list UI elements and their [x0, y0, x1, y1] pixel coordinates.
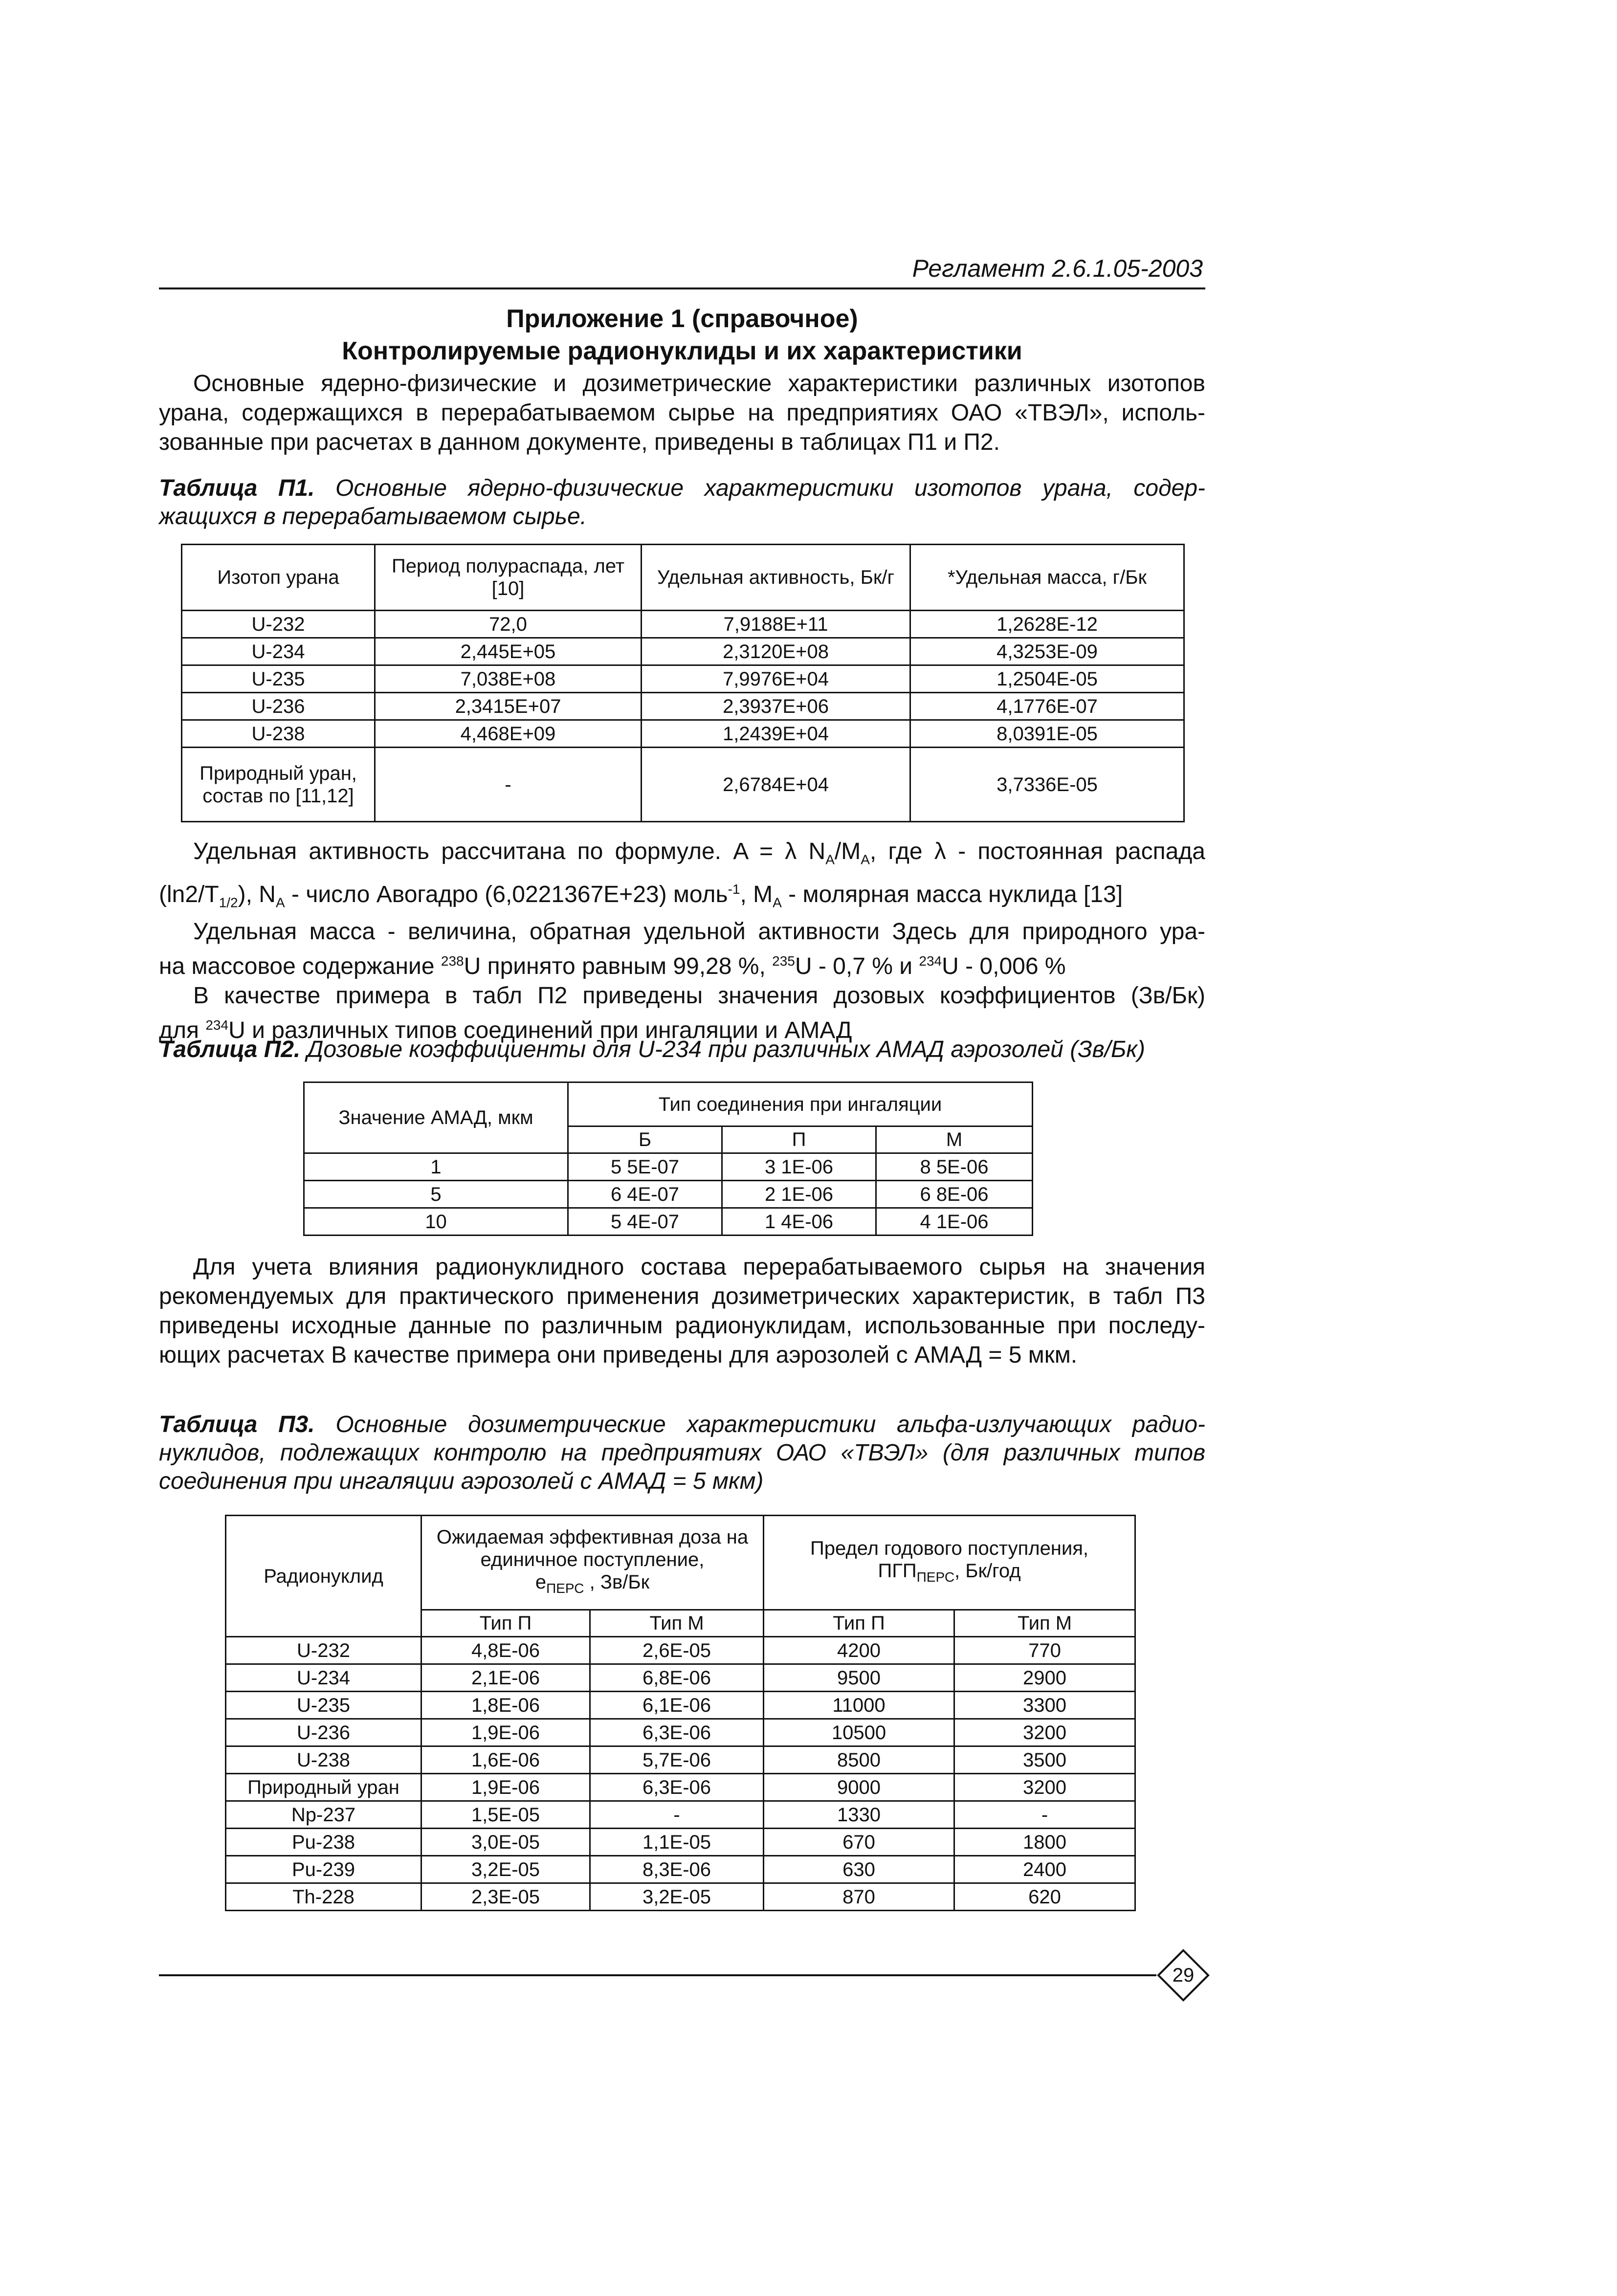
table-cell: 8,3E-06	[590, 1856, 764, 1883]
table-cell: 6 8E-06	[876, 1181, 1033, 1208]
header-divider	[159, 287, 1205, 289]
table-cell: 6,1E-06	[590, 1692, 764, 1719]
text-line: зованные при расчетах в данном документе, приведены в таблицах П1 и П2.	[159, 429, 1000, 455]
table-row	[226, 1801, 1135, 1829]
table-cell: 8,0391E-05	[910, 720, 1184, 748]
table-row	[226, 1829, 1135, 1856]
table-cell: 6,3E-06	[590, 1774, 764, 1801]
caption-line: жащихся в перерабатываемом сырье.	[159, 504, 587, 530]
table-cell: 1,9E-06	[421, 1719, 590, 1746]
table-cell: 5 4E-07	[568, 1208, 722, 1236]
methodology-paragraph	[159, 1253, 1205, 1370]
document-reference: Регламент 2.6.1.05-2003	[912, 255, 1203, 282]
table-cell: 6 4E-07	[568, 1181, 722, 1208]
table-row	[226, 1664, 1135, 1692]
text-line: Для учета влияния радионуклидного состава перерабатываемого сырья на значения	[193, 1254, 1205, 1280]
text-line: ющих расчетах В качестве примера они приведены для аэрозолей с АМАД = 5 мкм.	[159, 1342, 1078, 1368]
table-row	[226, 1692, 1135, 1719]
table-cell: 3,2E-05	[590, 1883, 764, 1911]
table-cell: 5,7E-06	[590, 1746, 764, 1774]
caption-label: Таблица П3.	[159, 1412, 315, 1437]
table-cell: 2,3415E+07	[375, 693, 642, 720]
table3	[225, 1515, 1136, 1911]
table-cell: U-232	[182, 611, 375, 638]
table-header-cell: Тип соединения при ингаляции	[568, 1082, 1033, 1126]
caption-line	[159, 1411, 1205, 1439]
table-cell: Np-237	[226, 1801, 421, 1829]
table-cell: 2 1E-06	[722, 1181, 876, 1208]
table-cell: 4200	[764, 1637, 954, 1664]
intro-paragraph	[159, 369, 1205, 457]
table-cell: 1,9E-06	[421, 1774, 590, 1801]
footer-divider	[159, 1974, 1156, 1976]
table-cell: U-234	[226, 1664, 421, 1692]
table-cell: 4,8E-06	[421, 1637, 590, 1664]
table-cell: 1,1E-05	[590, 1829, 764, 1856]
table-row	[182, 665, 1184, 693]
table-cell: Pu-239	[226, 1856, 421, 1883]
table-cell: 1,2504E-05	[910, 665, 1184, 693]
appendix-title: Приложение 1 (справочное)	[506, 305, 858, 333]
table-cell: U-234	[182, 638, 375, 665]
table-header-cell: Тип М	[954, 1610, 1135, 1637]
table-cell: 3 1E-06	[722, 1153, 876, 1181]
table-cell: 620	[954, 1883, 1135, 1911]
table2-caption	[159, 1036, 1205, 1064]
text-line: урана, содержащихся в перерабатываемом сырье на предприятиях ОАО «ТВЭЛ», исполь-	[159, 400, 1205, 426]
table-cell: 7,9188E+11	[642, 611, 910, 638]
table-cell: 670	[764, 1829, 954, 1856]
table-cell: Природный уран	[226, 1774, 421, 1801]
table-header-cell: Тип П	[764, 1610, 954, 1637]
table-cell: 10	[304, 1208, 568, 1236]
table-row	[182, 748, 1184, 822]
table-cell: U-238	[182, 720, 375, 748]
caption-text: Основные дозиметрические характеристики альфа-излучающих радио-	[335, 1412, 1206, 1437]
table-cell: 770	[954, 1637, 1135, 1664]
table-cell: 3500	[954, 1746, 1135, 1774]
text-line: приведены исходные данные по различным радионуклидам, использованные при последу-	[159, 1313, 1205, 1339]
table-row	[182, 693, 1184, 720]
table-cell: 72,0	[375, 611, 642, 638]
table-header-cell: Удельная активность, Бк/г	[642, 545, 910, 611]
text-line: Основные ядерно-физические и дозиметрические характеристики различных изотопов	[193, 371, 1205, 397]
table-cell: 8500	[764, 1746, 954, 1774]
table2	[303, 1082, 1033, 1236]
caption-text: Основные ядерно-физические характеристики изотопов урана, содер-	[335, 475, 1206, 501]
table-cell: U-236	[182, 693, 375, 720]
caption-text: Дозовые коэффициенты для U-234 при различных АМАД аэрозолей (Зв/Бк)	[307, 1037, 1145, 1062]
table-header-row	[226, 1516, 1135, 1610]
table-cell: 2,6E-05	[590, 1637, 764, 1664]
table-header-cell: Б	[568, 1126, 722, 1153]
table-row	[226, 1719, 1135, 1746]
table-cell: 3,0E-05	[421, 1829, 590, 1856]
table-cell: 4,468E+09	[375, 720, 642, 748]
table-cell: 11000	[764, 1692, 954, 1719]
table-cell: 7,9976E+04	[642, 665, 910, 693]
table-cell: 630	[764, 1856, 954, 1883]
text-line: Удельная масса - величина, обратная удельной активности Здесь для природного ура-	[193, 919, 1205, 945]
table-cell: 1800	[954, 1829, 1135, 1856]
caption-label: Таблица П1.	[159, 475, 315, 501]
table3-caption	[159, 1411, 1205, 1496]
table-cell: 3,7336E-05	[910, 748, 1184, 822]
text-line: В качестве примера в табл П2 приведены значения дозовых коэффициентов (Зв/Бк)	[193, 983, 1205, 1009]
table-cell: 2900	[954, 1664, 1135, 1692]
notes-paragraph	[159, 837, 1205, 1045]
table-cell: -	[590, 1801, 764, 1829]
table-header-row	[182, 545, 1184, 611]
table-header-cell: Значение АМАД, мкм	[304, 1082, 568, 1153]
table-cell: 7,038E+08	[375, 665, 642, 693]
table-row	[226, 1774, 1135, 1801]
text-line: Удельная активность рассчитана по формуле. A = λ $N_A/M_A$, где λ - постоянная распада	[193, 839, 1206, 867]
table-cell: 2,1E-06	[421, 1664, 590, 1692]
table-cell: 1,2439E+04	[642, 720, 910, 748]
table-cell: 10500	[764, 1719, 954, 1746]
caption-line	[159, 474, 1205, 503]
table-cell: 1,2628E-12	[910, 611, 1184, 638]
table-row	[226, 1637, 1135, 1664]
table-header-cell: Предел годового поступления, $ПГП_{ПЕРС}$, Бк/год	[764, 1516, 1135, 1610]
table-row	[226, 1883, 1135, 1911]
table-cell: U-232	[226, 1637, 421, 1664]
table-header-cell: П	[722, 1126, 876, 1153]
table-cell: 870	[764, 1883, 954, 1911]
text-line: рекомендуемых для практического применения дозиметрических характеристик, в табл П3	[159, 1283, 1205, 1309]
table-header-cell: Тип П	[421, 1610, 590, 1637]
page-number: 29	[1172, 1965, 1195, 1986]
table-cell: 1330	[764, 1801, 954, 1829]
table-header-cell: Период полураспада, лет [10]	[375, 545, 642, 611]
table-cell: 2400	[954, 1856, 1135, 1883]
table-cell: U-235	[182, 665, 375, 693]
table-cell: 3300	[954, 1692, 1135, 1719]
table-row	[304, 1153, 1033, 1181]
table-cell: 2,3E-05	[421, 1883, 590, 1911]
table-cell: Th-228	[226, 1883, 421, 1911]
table-cell: 5	[304, 1181, 568, 1208]
table-cell: 9000	[764, 1774, 954, 1801]
caption-line: соединения при ингаляции аэрозолей с АМАД = 5 мкм)	[159, 1468, 764, 1494]
table-cell: 1,5E-05	[421, 1801, 590, 1829]
table1-caption	[159, 474, 1205, 531]
table-cell: Pu-238	[226, 1829, 421, 1856]
caption-line: нуклидов, подлежащих контролю на предприятиях ОАО «ТВЭЛ» (для различных типов	[159, 1440, 1205, 1466]
table1	[181, 544, 1185, 822]
table-header-cell: Тип М	[590, 1610, 764, 1637]
caption-line	[159, 1036, 1205, 1064]
table-cell: Природный уран, состав по [11,12]	[182, 748, 375, 822]
table-cell: 3200	[954, 1774, 1135, 1801]
table-cell: 1	[304, 1153, 568, 1181]
table-row	[226, 1746, 1135, 1774]
table-cell: 4,3253E-09	[910, 638, 1184, 665]
text-line: на массовое содержание $^{238}$U принято равным 99,28 %, $^{235}$U - 0,7 % и $^{234}$U - 0,006 %	[159, 953, 1066, 980]
table-cell: 2,445E+05	[375, 638, 642, 665]
table-row	[182, 611, 1184, 638]
table-header-cell: Ожидаемая эффективная доза на единичное поступление, $e_{ПЕРС}$ , Зв/Бк	[421, 1516, 764, 1610]
table-cell: 4 1E-06	[876, 1208, 1033, 1236]
text-line: для $^{234}$U и различных типов соединений при ингаляции и АМАД	[159, 1017, 852, 1044]
table-cell: 6,3E-06	[590, 1719, 764, 1746]
text-line: $(\ln 2/T_{1/2})$, $N_A$ - число Авогадро (6,0221367E+23) моль$^{-1}$, $M_A$ - молярная масса нуклида [13]	[159, 881, 1123, 910]
table-cell: U-236	[226, 1719, 421, 1746]
table-cell: 3,2E-05	[421, 1856, 590, 1883]
table-cell: 9500	[764, 1664, 954, 1692]
table-cell: 1 4E-06	[722, 1208, 876, 1236]
table-cell: 8 5E-06	[876, 1153, 1033, 1181]
table-cell: 1,6E-06	[421, 1746, 590, 1774]
table-header-cell: *Удельная масса, г/Бк	[910, 545, 1184, 611]
table-cell: 4,1776E-07	[910, 693, 1184, 720]
table-cell: 5 5E-07	[568, 1153, 722, 1181]
table-cell: 1,8E-06	[421, 1692, 590, 1719]
caption-label: Таблица П2.	[159, 1037, 301, 1062]
table-row	[182, 638, 1184, 665]
table-cell: 2,6784E+04	[642, 748, 910, 822]
table-row	[226, 1856, 1135, 1883]
table-header-row	[304, 1082, 1033, 1126]
table-cell: U-238	[226, 1746, 421, 1774]
table-cell: 6,8E-06	[590, 1664, 764, 1692]
table-header-cell: Радионуклид	[226, 1516, 421, 1637]
table-cell: U-235	[226, 1692, 421, 1719]
table-cell: 2,3937E+06	[642, 693, 910, 720]
appendix-subtitle: Контролируемые радионуклиды и их характеристики	[342, 337, 1022, 365]
table-cell: -	[954, 1801, 1135, 1829]
table-cell: -	[375, 748, 642, 822]
table-row	[304, 1181, 1033, 1208]
table-header-cell: М	[876, 1126, 1033, 1153]
table-header-cell: Изотоп урана	[182, 545, 375, 611]
table-row	[304, 1208, 1033, 1236]
table-row	[182, 720, 1184, 748]
table-cell: 2,3120E+08	[642, 638, 910, 665]
table-cell: 3200	[954, 1719, 1135, 1746]
